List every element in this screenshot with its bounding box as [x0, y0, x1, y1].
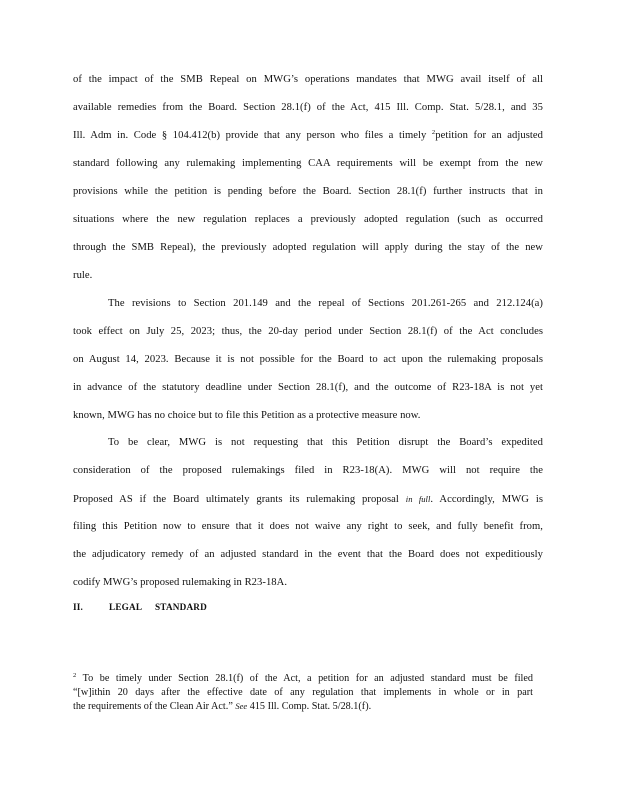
body-line	[73, 129, 543, 143]
section-number: II.	[73, 602, 84, 612]
body-line: codify MWG’s proposed rulemaking in R23-18A.	[73, 577, 288, 588]
body-line: filing this Petition now to ensure that it does not waive any right to seek, and fully benefit from,	[73, 521, 543, 532]
body-line: available remedies from the Board. Section 28.1(f) of the Act, 415 Ill. Comp. Stat. 5/28.1, and 35	[73, 102, 543, 113]
body-line: of the impact of the SMB Repeal on MWG’s operations mandates that MWG avail itself of all	[73, 74, 543, 85]
body-line: through the SMB Repeal), the previously adopted regulation will apply during the stay of the new	[73, 242, 543, 253]
body-line: rule.	[73, 270, 93, 281]
body-line: consideration of the proposed rulemakings filed in R23-18(A). MWG will not require the	[73, 465, 543, 476]
body-text: Ill. Adm in. Code § 104.412(b) provide that any person who files a timely	[73, 130, 427, 141]
body-text: petition for an adjusted	[435, 130, 543, 141]
body-line: To be clear, MWG is not requesting that this Petition disrupt the Board’s expedited	[108, 437, 543, 448]
body-line	[73, 492, 543, 507]
footnote-text: 415 Ill. Comp. Stat. 5/28.1(f).	[249, 701, 372, 712]
footnote-line: “[w]ithin 20 days after the effective date of any regulation that implements in whole or in part	[73, 687, 533, 698]
body-line: known, MWG has no choice but to file this Petition as a protective measure now.	[73, 410, 421, 421]
body-text: Proposed AS if the Board ultimately grants its rulemaking proposal	[73, 494, 399, 505]
body-text: . Accordingly, MWG is	[430, 494, 543, 505]
section-heading	[73, 602, 207, 612]
citation-signal: See	[235, 701, 248, 711]
footnote-line	[73, 672, 533, 685]
emphasis-text: in full	[405, 494, 431, 504]
body-line: provisions while the petition is pending before the Board. Section 28.1(f) further instructs that in	[73, 186, 543, 197]
section-title-word: STANDARD	[155, 602, 207, 612]
body-line: The revisions to Section 201.149 and the repeal of Sections 201.261-265 and 212.124(a)	[108, 298, 543, 309]
body-line: standard following any rulemaking implementing CAA requirements will be exempt from the new	[73, 158, 543, 169]
body-line: in advance of the statutory deadline under Section 28.1(f), and the outcome of R23-18A is not yet	[73, 382, 543, 393]
footnote-line	[73, 700, 371, 713]
body-line: the adjudicatory remedy of an adjusted standard in the event that the Board does not expeditiously	[73, 549, 543, 560]
body-line: on August 14, 2023. Because it is not possible for the Board to act upon the rulemaking proposals	[73, 354, 543, 365]
footnote-text: To be timely under Section 28.1(f) of the Act, a petition for an adjusted standard must be filed	[82, 673, 533, 684]
section-title-word: LEGAL	[109, 602, 143, 612]
body-line: took effect on July 25, 2023; thus, the 20-day period under Section 28.1(f) of the Act concludes	[73, 326, 543, 337]
footnote-reference[interactable]: 2	[431, 129, 436, 136]
footnote-marker: 2	[73, 672, 77, 679]
footnote-text: the requirements of the Clean Air Act.”	[73, 701, 233, 712]
body-line: situations where the new regulation replaces a previously adopted regulation (such as occurred	[73, 214, 543, 225]
